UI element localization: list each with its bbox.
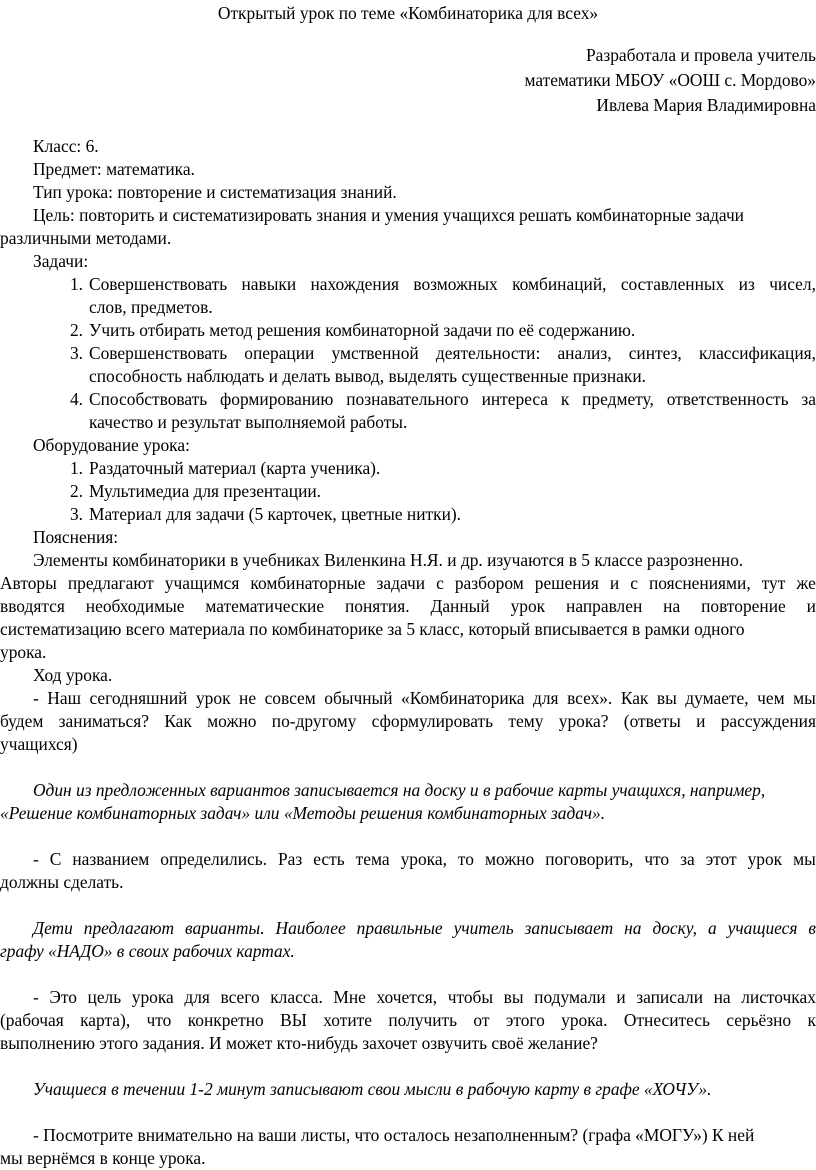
paragraph-line: - Наш сегодняшний урок не совсем обычный «Комбинаторика для всех». Как вы думаете, чем мы bbox=[33, 688, 816, 708]
paragraph-line: - С названием определились. Раз есть тема урока, то можно поговорить, что за этот урок мы bbox=[33, 849, 816, 869]
paragraph-line: - Это цель урока для всего класса. Мне хочется, чтобы вы подумали и записали на листочках bbox=[33, 987, 816, 1007]
author-line-2: математики МБОУ «ООШ с. Мордово» bbox=[524, 70, 816, 90]
list-item-text-cont: способность наблюдать и делать вывод, выделять существенные признаки. bbox=[89, 366, 647, 386]
list-number: 4. bbox=[69, 389, 83, 409]
paragraph-line: должны сделать. bbox=[0, 872, 124, 892]
equipment-heading: Оборудование урока: bbox=[33, 435, 190, 455]
info-goal-cont: различными методами. bbox=[0, 228, 172, 248]
list-item-text: Учить отбирать метод решения комбинаторной задачи по её содержанию. bbox=[89, 320, 636, 340]
list-number: 3. bbox=[69, 343, 83, 363]
paragraph-line: Элементы комбинаторики в учебниках Виленкина Н.Я. и др. изучаются в 5 классе разрозненно. bbox=[33, 550, 744, 570]
author-line-1: Разработала и провела учитель bbox=[585, 45, 816, 65]
list-item-text-cont: слов, предметов. bbox=[89, 297, 213, 317]
paragraph-line: вводятся необходимые математические понятия. Данный урок направлен на повторение и bbox=[0, 596, 816, 616]
info-lesson-type: Тип урока: повторение и систематизация знаний. bbox=[33, 182, 397, 202]
paragraph-line: учащихся) bbox=[0, 734, 78, 754]
paragraph-line: мы вернёмся в конце урока. bbox=[0, 1148, 206, 1168]
list-number: 3. bbox=[69, 504, 83, 524]
list-number: 2. bbox=[69, 320, 83, 340]
info-goal: Цель: повторить и систематизировать знания и умения учащихся решать комбинаторные задачи bbox=[33, 205, 744, 225]
list-item-text: Совершенствовать операции умственной деятельности: анализ, синтез, классификация, bbox=[89, 343, 816, 363]
list-item-text: Раздаточный материал (карта ученика). bbox=[89, 458, 381, 478]
paragraph-line: - Посмотрите внимательно на ваши листы, что осталось незаполненным? (графа «МОГУ») К ней bbox=[33, 1125, 755, 1145]
list-item-text: Совершенствовать навыки нахождения возможных комбинаций, составленных из чисел, bbox=[89, 274, 816, 294]
author-line-3: Ивлева Мария Владимировна bbox=[596, 95, 816, 115]
list-item-text: Материал для задачи (5 карточек, цветные нитки). bbox=[89, 504, 462, 524]
info-subject: Предмет: математика. bbox=[33, 159, 195, 179]
list-item-text: Мультимедиа для презентации. bbox=[89, 481, 322, 501]
paragraph-line: систематизацию всего материала по комбинаторике за 5 класс, который вписывается в рамки одного bbox=[0, 619, 745, 639]
paragraph-line: урока. bbox=[0, 642, 47, 662]
paragraph-line: Один из предложенных вариантов записывается на доску и в рабочие карты учащихся, например, bbox=[33, 780, 766, 800]
paragraph-line: выполнению этого задания. И может кто-нибудь захочет озвучить своё желание? bbox=[0, 1033, 598, 1053]
paragraph-line: графу «НАДО» в своих рабочих картах. bbox=[0, 941, 295, 961]
list-item-text-cont: качество и результат выполняемой работы. bbox=[89, 412, 408, 432]
paragraph-line: будем заниматься? Как можно по-другому сформулировать тему урока? (ответы и рассуждения bbox=[0, 711, 816, 731]
paragraph-line: (рабочая карта), что конкретно ВЫ хотите получить от этого урока. Отнеситесь серьёзно к bbox=[0, 1010, 816, 1030]
list-number: 1. bbox=[69, 458, 83, 478]
italic-paragraph-3: Учащиеся в течении 1-2 минут записывают свои мысли в рабочую карту в графе «ХОЧУ». bbox=[33, 1079, 712, 1099]
paragraph-line: «Решение комбинаторных задач» или «Методы решения комбинаторных задач». bbox=[0, 803, 606, 823]
info-class: Класс: 6. bbox=[33, 136, 99, 156]
progress-heading: Ход урока. bbox=[33, 665, 113, 685]
list-number: 2. bbox=[69, 481, 83, 501]
paragraph-line: Дети предлагают варианты. Наиболее правильные учитель записывает на доску, а учащиеся в bbox=[33, 918, 816, 938]
paragraph-line: Авторы предлагают учащимся комбинаторные задачи с разбором решения и с пояснениями, тут же bbox=[0, 573, 816, 593]
list-item-text: Способствовать формированию познавательного интереса к предмету, ответственность за bbox=[89, 389, 816, 409]
document-title: Открытый урок по теме «Комбинаторика для всех» bbox=[217, 3, 599, 23]
list-number: 1. bbox=[69, 274, 83, 294]
notes-heading: Пояснения: bbox=[33, 527, 119, 547]
tasks-heading: Задачи: bbox=[33, 251, 89, 271]
